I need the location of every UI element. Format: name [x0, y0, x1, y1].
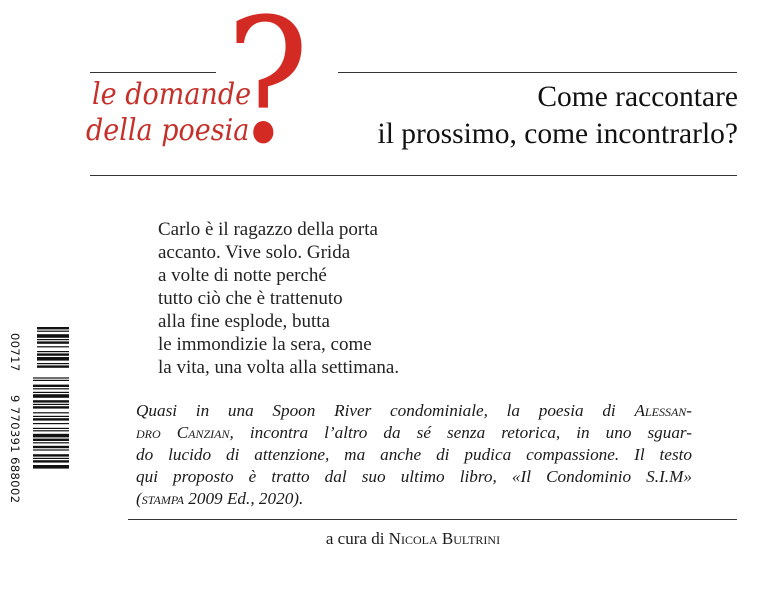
barcode-bar [33, 400, 69, 402]
intro-text: ( [136, 489, 142, 508]
barcode-main-digits: 9 770391 688002 [8, 395, 22, 504]
headline-line-2: il prossimo, come incontrarlo? [377, 118, 738, 150]
intro-text: Quasi in una Spoon River condominiale, la poesia di [136, 401, 635, 420]
poem-line: le immondizie la sera, come [158, 334, 372, 355]
barcode-bar [37, 346, 69, 347]
intro-text: 2009 Ed., 2020). [183, 489, 304, 508]
barcode-bar [33, 430, 69, 431]
barcode-bar [33, 412, 69, 413]
barcode-bar [33, 454, 69, 456]
barcode [33, 327, 69, 531]
intro-line [136, 488, 692, 510]
barcode-bar [33, 446, 69, 448]
barcode-addon-digits: 00717 [8, 333, 22, 372]
poem-line: Carlo è il ragazzo della porta [158, 219, 378, 240]
poet-name: dro Canzian [136, 423, 230, 442]
barcode-bar [33, 377, 69, 378]
publisher-name: stampa [141, 489, 184, 508]
barcode-bar [37, 365, 69, 367]
intro-line [136, 400, 692, 422]
poem-line: accanto. Vive solo. Grida [158, 242, 351, 263]
barcode-bar [33, 388, 69, 389]
headline-line-1: Come raccontare [537, 81, 738, 113]
intro-line [136, 422, 692, 444]
barcode-bar [33, 392, 69, 393]
intro-text: , incontra l’altro da sé senza retorica, in uno sguar- [229, 423, 692, 442]
barcode-bar [33, 458, 69, 459]
top-rule-left [90, 72, 216, 73]
barcode-bar [33, 465, 69, 469]
barcode-bar [37, 334, 69, 338]
barcode-bar [37, 351, 69, 352]
headline [378, 79, 738, 153]
editor-credit [0, 529, 768, 549]
barcode-bar [33, 428, 69, 429]
barcode-bar [37, 363, 69, 364]
editor-name: Nicola Bultrini [388, 529, 501, 548]
barcode-bar [33, 385, 69, 387]
barcode-bar [33, 380, 69, 381]
barcode-bar [37, 353, 69, 355]
poem-line: tutto ciò che è trattenuto [158, 288, 343, 309]
barcode-bar [33, 404, 69, 405]
barcode-bar [37, 357, 69, 361]
credit-prefix: a cura di [325, 529, 389, 548]
barcode-bar [33, 460, 69, 462]
series-title-line-2: della poesia [86, 113, 250, 148]
barcode-bar [33, 394, 69, 398]
series-title-line-1: le domande [92, 77, 252, 112]
intro-paragraph [136, 400, 692, 510]
header-divider [90, 175, 737, 176]
barcode-bar [37, 327, 69, 329]
question-mark-logo: ? [226, 0, 309, 182]
barcode-bar [33, 423, 69, 424]
barcode-bar [33, 442, 69, 443]
barcode-bar [33, 406, 69, 408]
poem-line: la vita, una volta alla settimana. [158, 357, 400, 378]
intro-line: do lucido di attenzione, ma anche di pudica compassione. Il testo [136, 445, 692, 464]
barcode-bar [37, 331, 69, 332]
footer-divider [128, 519, 737, 520]
barcode-bar [33, 418, 69, 420]
poem [158, 218, 399, 379]
barcode-bar [33, 449, 69, 450]
top-rule-right [338, 72, 737, 73]
barcode-bar [37, 339, 69, 340]
barcode-bar [37, 341, 69, 343]
barcode-digits [6, 327, 28, 531]
poem-line: a volte di notte perché [158, 265, 327, 286]
barcode-bar [33, 416, 69, 417]
barcode-bar [33, 439, 69, 441]
poet-name: Alessan- [634, 401, 692, 420]
barcode-bar [33, 434, 69, 438]
poem-line: alla fine esplode, butta [158, 311, 330, 332]
intro-line: qui proposto è tratto dal suo ultimo libro, «Il Condominio S.I.M» [136, 467, 692, 486]
